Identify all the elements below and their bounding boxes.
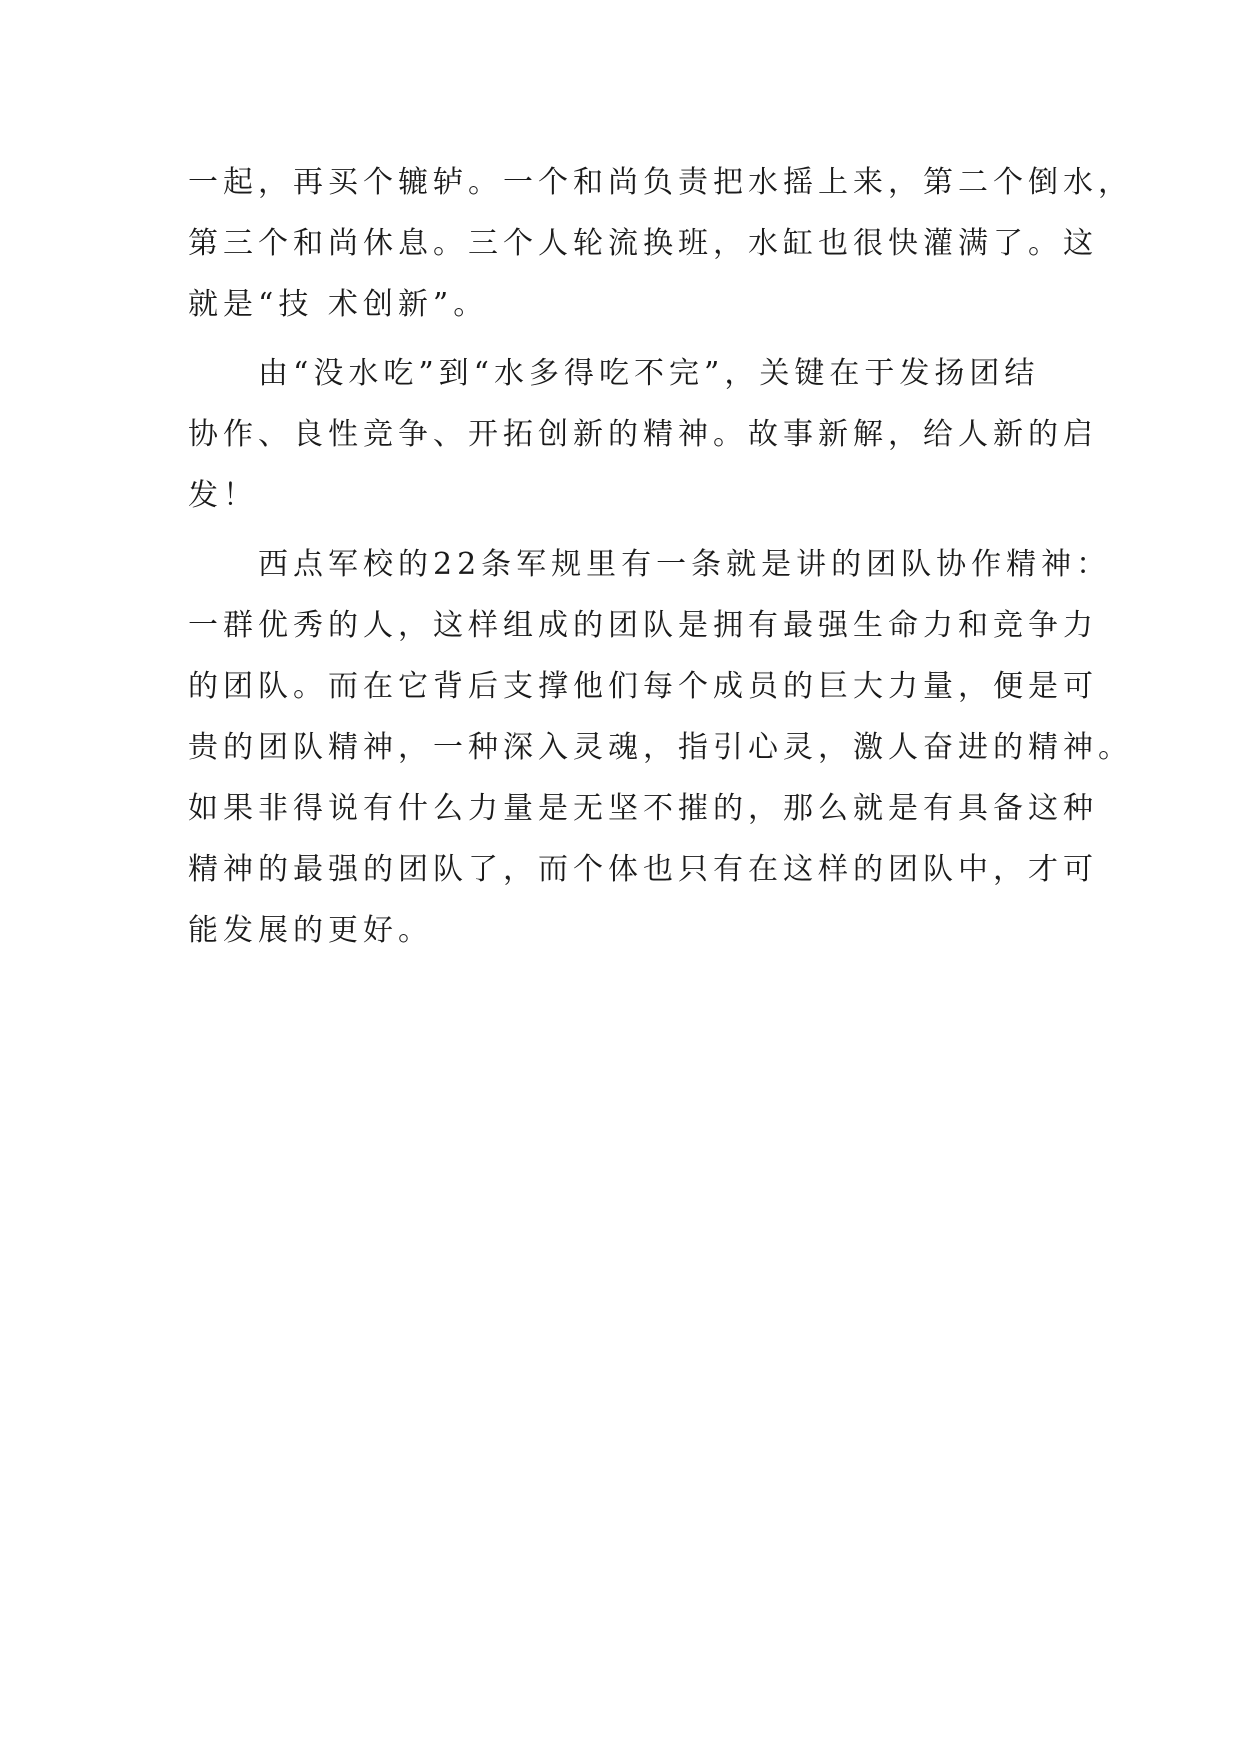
text-line: 由“没水吃”到“水多得吃不完”，关键在于发扬团结: [258, 356, 1040, 391]
document-body: [188, 152, 1133, 961]
paragraph-3: [188, 534, 1133, 961]
paragraph-2: [188, 343, 1098, 526]
text-line: 协作、良性竞争、开拓创新的精神。故事新解，给人新的启: [188, 417, 1098, 452]
text-line: 第三个和尚休息。三个人轮流换班，水缸也很快灌满了。这: [188, 226, 1098, 261]
text-line: 一起，再买个辘轳。一个和尚负责把水摇上来，第二个倒水，: [188, 165, 1133, 200]
text-line: 的团队。而在它背后支撑他们每个成员的巨大力量，便是可: [188, 669, 1098, 704]
text-line: 西点军校的22条军规里有一条就是讲的团队协作精神：: [258, 547, 1112, 582]
text-line: 如果非得说有什么力量是无坚不摧的，那么就是有具备这种: [188, 791, 1098, 826]
text-line: 就是“技 术创新”。: [188, 287, 489, 322]
text-line: 贵的团队精神，一种深入灵魂，指引心灵，激人奋进的精神。: [188, 730, 1133, 765]
paragraph-1: [188, 152, 1133, 335]
text-line: 一群优秀的人，这样组成的团队是拥有最强生命力和竞争力: [188, 608, 1098, 643]
text-line: 精神的最强的团队了，而个体也只有在这样的团队中，才可: [188, 852, 1098, 887]
text-line: 能发展的更好。: [188, 913, 433, 948]
text-line: 发！: [188, 478, 258, 513]
